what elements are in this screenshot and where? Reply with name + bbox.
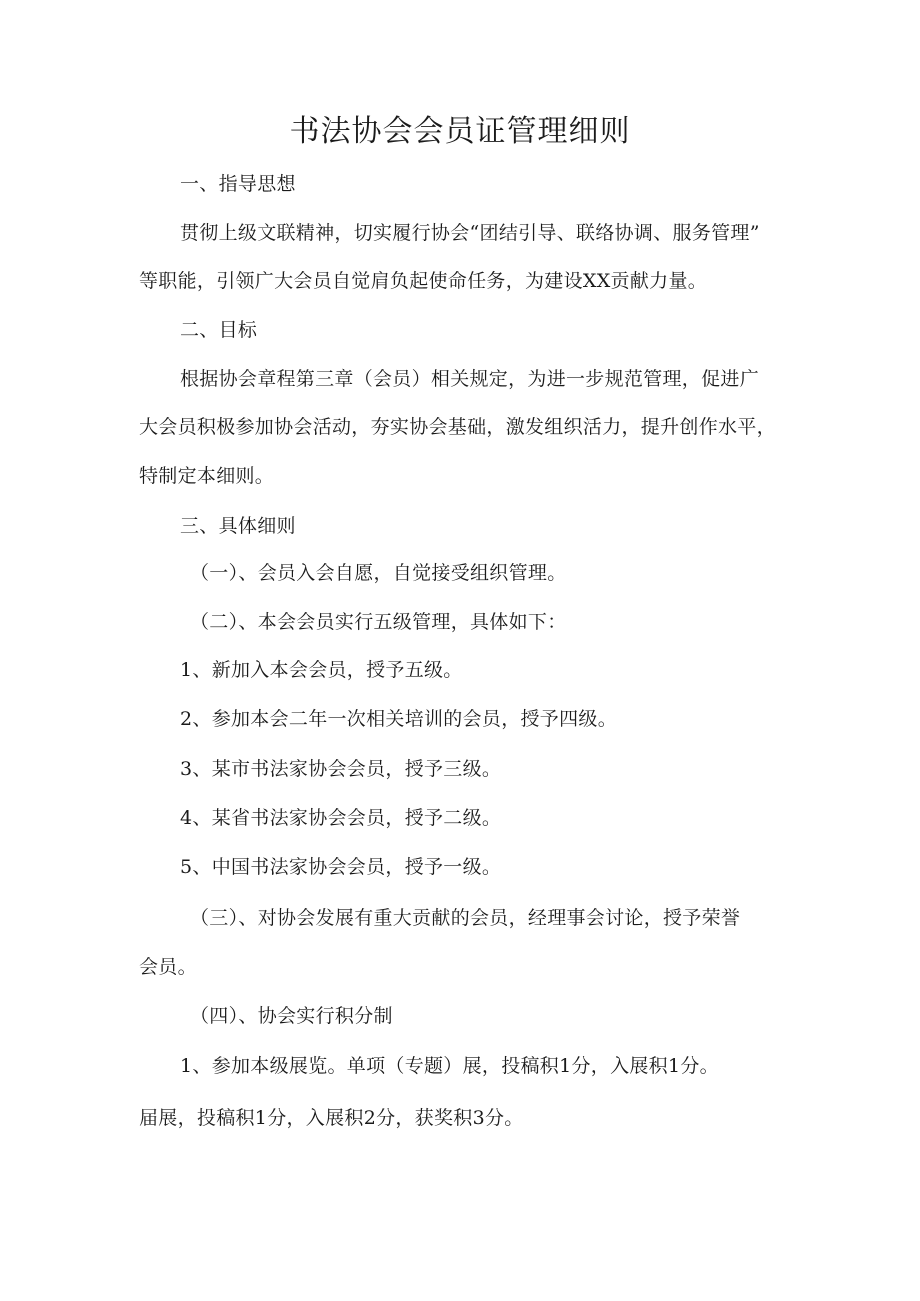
- list-item: 2、参加本会二年一次相关培训的会员，授予四级。: [180, 708, 617, 730]
- paragraph-line: 大会员积极参加协会活动，夯实协会基础，激发组织活力，提升创作水平，: [139, 416, 776, 438]
- section-heading-guiding-ideology: 一、指导思想: [180, 173, 296, 195]
- list-item: 3、某市书法家协会会员，授予三级。: [180, 758, 502, 780]
- paragraph-line: 根据协会章程第三章（会员）相关规定，为进一步规范管理，促进广: [180, 368, 760, 390]
- rule-item: （二）、本会会员实行五级管理，具体如下：: [190, 611, 567, 633]
- paragraph-line: 届展，投稿积1分，入展积2分，获奖积3分。: [139, 1107, 524, 1129]
- list-item: 5、中国书法家协会会员，授予一级。: [180, 856, 502, 878]
- list-item: 1、参加本级展览。单项（专题）展，投稿积1分，入展积1分。: [180, 1055, 719, 1077]
- paragraph-line: 贯彻上级文联精神，切实履行协会“团结引导、联络协调、服务管理”: [180, 222, 760, 244]
- section-heading-detailed-rules: 三、具体细则: [180, 515, 296, 537]
- rule-item: （一）、会员入会自愿，自觉接受组织管理。: [190, 562, 567, 584]
- page-title: 书法协会会员证管理细则: [289, 114, 631, 149]
- paragraph-line: 等职能，引领广大会员自觉肩负起使命任务，为建设XX贡献力量。: [139, 270, 708, 292]
- paragraph-line: 特制定本细则。: [139, 465, 275, 487]
- rule-item: （四）、协会实行积分制: [190, 1005, 393, 1027]
- rule-item: （三）、对协会发展有重大贡献的会员，经理事会讨论，授予荣誉: [190, 907, 741, 929]
- paragraph-line: 会员。: [139, 956, 197, 978]
- list-item: 1、新加入本会会员，授予五级。: [180, 659, 463, 681]
- section-heading-goals: 二、目标: [180, 319, 258, 341]
- list-item: 4、某省书法家协会会员，授予二级。: [180, 807, 502, 829]
